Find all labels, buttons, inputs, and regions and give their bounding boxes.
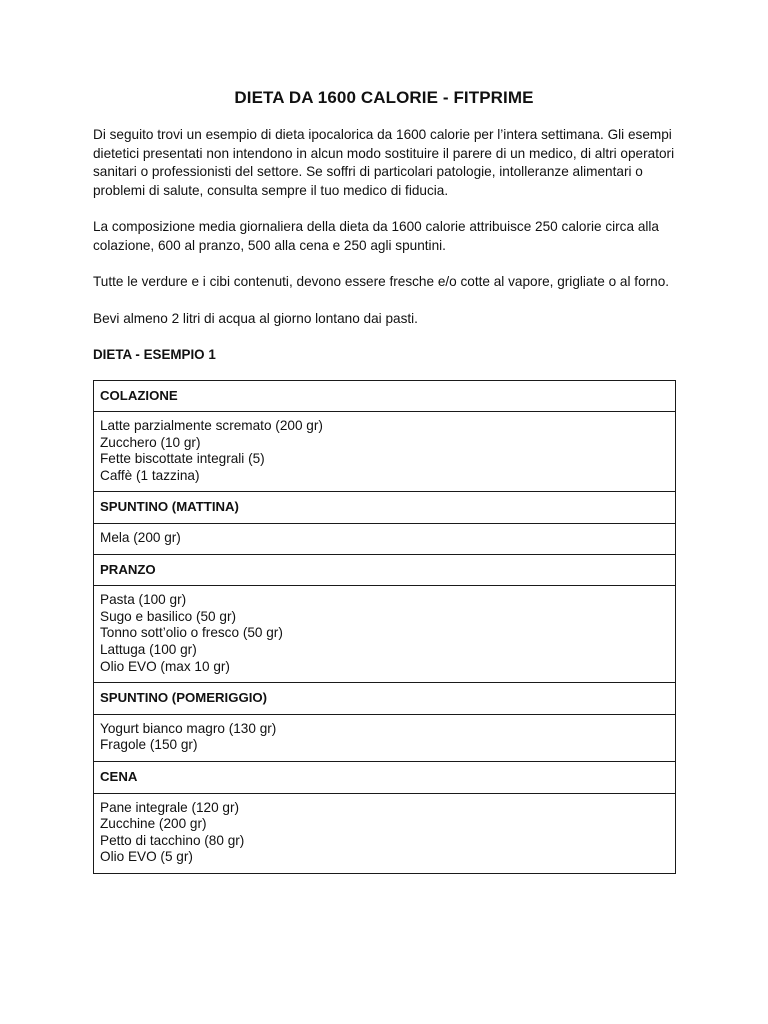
- meal-heading-colazione: COLAZIONE: [94, 380, 676, 412]
- food-item: Latte parzialmente scremato (200 gr): [100, 418, 323, 434]
- table-row: [94, 714, 676, 761]
- food-item: Zucchero (10 gr): [100, 434, 201, 450]
- food-item: Fragole (150 gr): [100, 737, 198, 753]
- table-row: [94, 683, 676, 715]
- table-row: [94, 762, 676, 794]
- table-row: [94, 412, 676, 492]
- food-item: Sugo e basilico (50 gr): [100, 608, 237, 624]
- meal-heading-spuntino-pomeriggio: SPUNTINO (POMERIGGIO): [94, 683, 676, 715]
- food-item: Zucchine (200 gr): [100, 816, 207, 832]
- meal-heading-spuntino-mattina: SPUNTINO (MATTINA): [94, 492, 676, 524]
- food-item: Pasta (100 gr): [100, 592, 187, 608]
- food-item: Lattuga (100 gr): [100, 642, 197, 658]
- food-item: Mela (200 gr): [100, 530, 181, 546]
- table-row: [94, 524, 676, 555]
- table-row: [94, 793, 676, 873]
- food-item: Fette biscottate integrali (5): [100, 451, 265, 467]
- table-row: [94, 586, 676, 683]
- meal-items-cena: [94, 793, 676, 873]
- meal-items-spuntino-mattina: [94, 524, 676, 555]
- intro-paragraph: Di seguito trovi un esempio di dieta ipocalorica da 1600 calorie per l’intera settimana. Gli esempi dietetici presentati non intendono in alcun modo sostituire il parere di un medico, di altri operatori sanitari o professionisti del settore. Se soffri di particolari patologie, intolleranze alimentari o problemi di salute, consulta sempre il tuo medico di fiducia.: [93, 127, 675, 198]
- food-item: Caffè (1 tazzina): [100, 467, 200, 483]
- composition-paragraph: La composizione media giornaliera della dieta da 1600 calorie attribuisce 250 calorie circa alla colazione, 600 al pranzo, 500 alla cena e 250 agli spuntini.: [93, 219, 659, 253]
- food-item: Yogurt bianco magro (130 gr): [100, 720, 277, 736]
- food-item: Olio EVO (max 10 gr): [100, 658, 230, 674]
- document-body: [93, 126, 683, 874]
- food-item: Tonno sott’olio o fresco (50 gr): [100, 625, 283, 641]
- food-item: Olio EVO (5 gr): [100, 849, 193, 865]
- water-paragraph: Bevi almeno 2 litri di acqua al giorno lontano dai pasti.: [93, 310, 418, 326]
- section-heading: DIETA - ESEMPIO 1: [93, 347, 216, 362]
- document-title: DIETA DA 1600 CALORIE - FITPRIME: [234, 88, 534, 107]
- food-item: Petto di tacchino (80 gr): [100, 832, 245, 848]
- meal-items-spuntino-pomeriggio: [94, 714, 676, 761]
- table-row: [94, 380, 676, 412]
- food-item: Pane integrale (120 gr): [100, 799, 240, 815]
- vegetables-paragraph: Tutte le verdure e i cibi contenuti, devono essere fresche e/o cotte al vapore, grigliate o al forno.: [93, 274, 670, 289]
- table-row: [94, 554, 676, 586]
- meal-heading-cena: CENA: [94, 762, 676, 794]
- meal-heading-pranzo: PRANZO: [94, 554, 676, 586]
- meal-items-pranzo: [94, 586, 676, 683]
- table-row: [94, 492, 676, 524]
- diet-table: [93, 380, 676, 874]
- meal-items-colazione: [94, 412, 676, 492]
